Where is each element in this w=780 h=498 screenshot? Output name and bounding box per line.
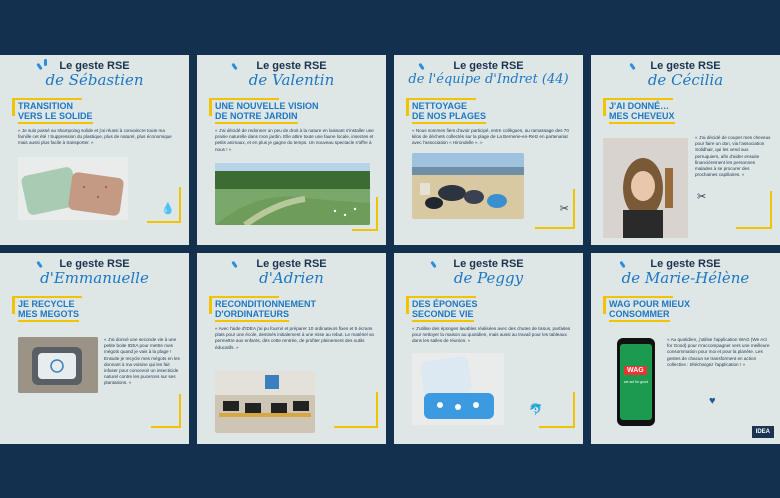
title-accent xyxy=(12,98,82,100)
title-accent xyxy=(603,296,606,314)
card-header xyxy=(0,61,189,88)
corner-accent xyxy=(535,227,575,229)
title-accent xyxy=(406,296,409,314)
header-name: de Marie-Hélène xyxy=(621,269,750,287)
header-name: de l'équipe d'Indret (44) xyxy=(408,72,569,87)
card-header xyxy=(394,259,583,286)
corner-accent xyxy=(151,426,181,428)
scissors-icon: ✂ xyxy=(697,191,707,203)
card-quote: « Je suis passé au shampoing solide et j'ai réussi à convaincre toute ma famille cet été ! Suppression du plastique, plus de naturel, plus économique mais aussi plus facile à transporter. » xyxy=(18,128,172,146)
hair-photo xyxy=(603,138,688,238)
card-quote: « J'ai donné une seconde vie à une petite boite IDEA pour mettre mes mégots quand je vais à la plage ! Ensuite je recycle mes mégots en les donnant à ma voisine qui les fait infuser pour concevoir un insecticide naturel contre les pucerons sur ses plantations. » xyxy=(104,337,180,386)
title-accent xyxy=(209,296,212,314)
title-accent xyxy=(12,296,82,298)
title-line-2: VERS LE SOLIDE xyxy=(18,112,93,124)
corner-accent xyxy=(376,197,378,231)
card-sebastien xyxy=(0,55,189,245)
card-header xyxy=(197,259,386,286)
title-accent xyxy=(12,296,15,314)
title-accent xyxy=(406,98,409,116)
card-header xyxy=(197,61,386,88)
card-title xyxy=(412,300,573,322)
card-quote: « Avec l'aide d'IDEA j'ai pu fournir et préparer 10 ordinateurs fixes et 5 écrans plats pour une école, destinés initialement à une mise au rebut. Le matériel va permettre aux enfants, dès cette rentrée, de profiter pleinement des outils éducatifs. » xyxy=(215,326,374,350)
title-accent xyxy=(603,296,673,298)
title-line-1: J'AI DONNÉ… xyxy=(609,101,670,111)
beach-cleanup-photo xyxy=(412,153,524,219)
corner-accent xyxy=(539,426,575,428)
card-quote: « J'utilise des éponges lavables réalisées avec des chutes de tissus, parfaites pour nettoyer la maison au quotidien, mais aussi au travail pour les tableaux dans les salles de réunion. » xyxy=(412,326,571,344)
card-adrien xyxy=(197,253,386,444)
title-accent xyxy=(406,296,476,298)
card-quote: « J'ai décidé de couper mes cheveux pour faire un don, via l'association Solidhair, qui les vend aux perruquiers, afin d'aider ensuite financièrement les personnes malades à se procurer des prochaines capillaires. » xyxy=(695,135,771,178)
wag-logo: WAG xyxy=(624,366,647,375)
garden-photo xyxy=(215,163,370,225)
fish-icon: 🐬 xyxy=(529,404,543,416)
title-accent xyxy=(603,98,673,100)
card-quote: « Nous sommes fiers d'avoir participé, entre collègues, au ramassage des 70 kilos de déchets collectés sur la plage de La Bernerie-en-Retz en partenariat avec l'association « Hirondelle ». » xyxy=(412,128,569,146)
card-title xyxy=(215,300,376,322)
card-title xyxy=(18,102,179,124)
title-accent xyxy=(406,98,476,100)
title-accent xyxy=(603,98,606,116)
card-valentin xyxy=(197,55,386,245)
header-name: de Cécilia xyxy=(647,71,724,89)
card-title xyxy=(215,102,376,124)
card-quote: « Au quotidien, j'utilise l'application WAG (We Act for Good) pour m'accompagner vers une meilleure consommation pour moi et pour la planète. Les gestes de chacun se transforment en action collective : téléchargez l'application ! » xyxy=(667,337,770,367)
header-label: Le geste RSE xyxy=(453,258,524,270)
corner-accent xyxy=(147,221,181,223)
header-label: Le geste RSE xyxy=(256,60,327,72)
corner-accent xyxy=(573,189,575,229)
card-title xyxy=(609,300,770,322)
header-label: Le geste RSE xyxy=(256,258,327,270)
header-label: Le geste RSE xyxy=(453,60,524,72)
card-title xyxy=(412,102,573,124)
header-label: Le geste RSE xyxy=(59,60,130,72)
title-accent xyxy=(12,98,15,116)
title-line-1: UNE NOUVELLE VISION xyxy=(215,101,319,111)
corner-accent xyxy=(352,229,378,231)
sparkle-icon xyxy=(44,59,47,66)
scissors-icon: ✂ xyxy=(559,203,569,215)
card-marie-helene xyxy=(591,253,780,444)
soap-photo xyxy=(18,157,128,220)
corner-accent xyxy=(179,187,181,223)
title-accent xyxy=(209,296,279,298)
title-line-1: TRANSITION xyxy=(18,101,73,111)
title-line-2: MES CHEVEUX xyxy=(609,112,675,124)
card-title xyxy=(18,300,179,322)
corner-accent xyxy=(770,191,772,229)
cards-grid xyxy=(0,55,780,444)
header-label: Le geste RSE xyxy=(59,258,130,270)
title-accent xyxy=(209,98,212,116)
header-name: d'Adrien xyxy=(259,269,324,287)
header-label: Le geste RSE xyxy=(650,258,721,270)
title-line-2: CONSOMMER xyxy=(609,310,670,322)
sponges-photo xyxy=(412,353,504,425)
header-name: de Valentin xyxy=(248,71,335,89)
phone-app-image xyxy=(617,338,655,426)
title-line-1: RECONDITIONNEMENT xyxy=(215,299,316,309)
header-label: Le geste RSE xyxy=(650,60,721,72)
idea-logo: IDEA xyxy=(752,426,774,438)
corner-accent xyxy=(334,426,378,428)
card-quote: « J'ai décidé de redonner un peu de droit à la nature en laissant s'installer une prairie naturelle dans mon jardin. Elle attire toute une faune locale, insectes et petits animaux, et en plus je gagne du temps. Un nouveau spectacle s'offre à nous ! » xyxy=(215,128,374,152)
title-line-1: DES ÉPONGES xyxy=(412,299,478,309)
title-line-1: WAG POUR MIEUX xyxy=(609,299,691,309)
title-line-1: JE RECYCLE xyxy=(18,299,75,309)
card-emmanuelle xyxy=(0,253,189,444)
card-header xyxy=(591,61,780,88)
corner-accent xyxy=(376,392,378,428)
corner-accent xyxy=(179,394,181,428)
heart-icon: ♥ xyxy=(709,395,716,407)
droplet-icon: 💧 xyxy=(161,203,175,215)
corner-accent xyxy=(736,227,772,229)
title-accent xyxy=(209,98,279,100)
title-line-2: DE NOS PLAGES xyxy=(412,112,486,124)
title-line-2: DE NOTRE JARDIN xyxy=(215,112,298,124)
title-line-1: NETTOYAGE xyxy=(412,101,468,111)
title-line-2: D'ORDINATEURS xyxy=(215,310,289,322)
corner-accent xyxy=(573,392,575,428)
title-line-2: SECONDE VIE xyxy=(412,310,474,322)
card-cecilia xyxy=(591,55,780,245)
header-name: de Peggy xyxy=(453,269,524,287)
classroom-photo xyxy=(215,371,315,433)
card-equipe-indret xyxy=(394,55,583,245)
header-name: de Sébastien xyxy=(45,71,144,89)
card-peggy xyxy=(394,253,583,444)
ashtray-box-photo xyxy=(18,337,98,393)
title-line-2: MES MEGOTS xyxy=(18,310,79,322)
wag-tagline: we act for good xyxy=(624,380,648,384)
phone-screen xyxy=(620,344,652,420)
card-title xyxy=(609,102,770,124)
card-header xyxy=(0,259,189,286)
header-name: d'Emmanuelle xyxy=(40,269,149,287)
